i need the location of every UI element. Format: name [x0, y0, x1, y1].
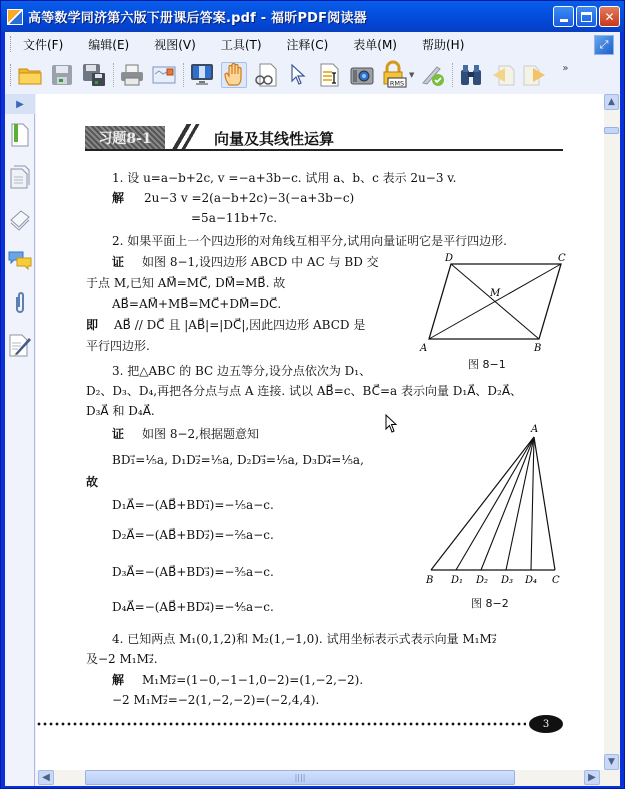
hand-icon	[223, 63, 245, 87]
expand-arrow-icon: ▶	[16, 98, 24, 110]
horizontal-scrollbar[interactable]	[36, 770, 604, 786]
proof-label: 证	[112, 255, 125, 269]
vertex-label-a: A	[531, 424, 539, 435]
save-as-icon	[82, 63, 106, 87]
glasses-document-icon	[254, 63, 278, 87]
select-text-button[interactable]	[317, 62, 343, 88]
menu-edit[interactable]: 编辑(E)	[88, 37, 130, 52]
paperclip-icon	[13, 291, 27, 315]
expand-arrows-icon: ⤢	[599, 38, 609, 51]
segment-ad4	[531, 437, 534, 570]
chevron-up-icon: ▲	[608, 97, 615, 107]
toolbar	[5, 56, 620, 94]
scroll-left-button[interactable]	[38, 770, 54, 785]
segment-ad2	[481, 437, 534, 570]
toolbar-separator	[183, 63, 184, 87]
window-title: 高等数学同济第六版下册课后答案.pdf - 福昕PDF阅读器	[28, 11, 367, 26]
previous-view-icon	[491, 64, 515, 86]
print-button[interactable]	[119, 62, 145, 88]
sign-button[interactable]	[420, 62, 446, 88]
expand-panel-button[interactable]	[5, 94, 35, 114]
vertex-label-a: A	[420, 343, 428, 354]
pages-panel-button[interactable]	[5, 156, 35, 198]
vertical-scrollbar[interactable]	[604, 94, 620, 770]
monitor-icon	[190, 63, 214, 87]
layers-panel-button[interactable]	[5, 198, 35, 240]
exercise-1-solution-line-2: =5a−11b+7c.	[191, 211, 278, 225]
find-button[interactable]	[458, 62, 484, 88]
exercise-4-line-2: 及−2 M₁M₂⃗.	[86, 652, 158, 666]
segment-ab	[431, 437, 534, 570]
minimize-icon	[560, 19, 568, 22]
toolbar-separator	[452, 63, 453, 87]
menu-forms[interactable]: 表单(M)	[353, 37, 397, 52]
page-number-badge: 3	[529, 715, 563, 733]
menu-bar	[5, 32, 620, 56]
point-label-d3: D₃	[501, 575, 514, 586]
diagonal-bd	[451, 264, 539, 339]
printer-icon	[120, 64, 144, 86]
scroll-right-button[interactable]	[584, 770, 600, 785]
open-button[interactable]	[17, 62, 43, 88]
section-header	[85, 124, 563, 151]
therefore-label: 即	[86, 318, 99, 332]
scrollbar-corner	[604, 770, 620, 786]
title-bar[interactable]	[1, 1, 624, 32]
comments-panel-button[interactable]	[5, 240, 35, 282]
figure-8-2-triangle	[421, 419, 571, 586]
app-logo-icon	[7, 9, 23, 25]
save-button[interactable]	[49, 62, 75, 88]
previous-view-button[interactable]	[490, 62, 516, 88]
toolbar-grip[interactable]	[10, 64, 12, 86]
exercise-3-line-3: D₃A⃗ 和 D₄A⃗.	[86, 404, 155, 418]
exercise-2-proof-line-3: AB⃗=AM⃗+MB⃗=MC⃗+DM⃗=DC⃗.	[112, 297, 282, 311]
pages-icon	[10, 165, 30, 189]
signature-document-icon	[9, 333, 31, 357]
exercise-2-proof-line-4: AB⃗ // DC⃗ 且 |AB⃗|=|DC⃗|,因此四边形 ABCD 是	[114, 318, 366, 332]
segment-ad1	[456, 437, 534, 570]
grip-icon: ||||	[294, 773, 306, 782]
point-label-d1: D₁	[451, 575, 464, 586]
signatures-panel-button[interactable]	[5, 324, 35, 366]
exercise-4-solution-line-2: −2 M₁M₂⃗=−2(1,−2,−2)=(−2,4,4).	[112, 693, 320, 707]
next-view-button[interactable]	[522, 62, 548, 88]
section-badge: 习题8-1	[85, 126, 165, 149]
section-title: 向量及其线性运算	[214, 130, 335, 148]
point-label-d2: D₂	[476, 575, 489, 586]
folder-icon	[18, 65, 42, 85]
camera-icon	[350, 65, 374, 85]
full-screen-button[interactable]	[189, 62, 215, 88]
exercise-1: 1. 设 u=a−b+2c, v =−a+3b−c. 试用 a、b、c 表示 2u−3 v.	[112, 171, 457, 185]
layers-icon	[9, 208, 31, 230]
point-label-m: M	[490, 288, 501, 299]
attachments-panel-button[interactable]	[5, 282, 35, 324]
exercise-2: 2. 如果平面上一个四边形的对角线互相平分,试用向量证明它是平行四边形.	[112, 234, 507, 248]
exercise-1-solution-line-1: 2u−3 v =2(a−b+2c)−3(−a+3b−c)	[144, 191, 355, 205]
vertex-label-c: C	[558, 253, 566, 264]
exercise-3-equation-2: D₂A⃗=−(AB⃗+BD₂⃗)=−⅖a−c.	[112, 528, 274, 542]
maximize-icon	[581, 12, 592, 22]
save-as-button[interactable]	[81, 62, 107, 88]
rms-lock-icon	[381, 62, 407, 88]
fullscreen-toggle-button[interactable]	[594, 35, 614, 55]
point-label-d4: D₄	[525, 575, 538, 586]
vertex-label-c: C	[552, 575, 560, 586]
text-viewer-button[interactable]	[253, 62, 279, 88]
hence-label: 故	[86, 475, 99, 489]
toolbar-separator	[113, 63, 114, 87]
menubar-grip[interactable]	[10, 36, 12, 52]
horizontal-scroll-thumb[interactable]	[85, 770, 515, 785]
bookmark-icon	[10, 123, 30, 147]
exercise-3-proof-line-1: 如图 8−2,根据题意知	[142, 427, 259, 441]
vertical-scroll-thumb[interactable]	[604, 127, 619, 134]
document-view[interactable]	[36, 94, 604, 770]
exercise-3-line-2: D₂、D₃、D₄,再把各分点与点 A 连接. 试以 AB⃗=c、BC⃗=a 表示向量 D₁A⃗、D₂A⃗、	[86, 384, 523, 398]
menu-tools[interactable]: 工具(T)	[220, 37, 262, 52]
select-tool-button[interactable]	[285, 62, 311, 88]
svg-text:RMS: RMS	[389, 79, 405, 88]
pdf-page	[36, 94, 604, 770]
figure-8-2-caption: 图 8−2	[471, 597, 509, 610]
exercise-2-proof-line-1: 如图 8−1,设四边形 ABCD 中 AC 与 BD 交	[142, 255, 379, 269]
envelope-icon	[152, 66, 176, 84]
solution-label: 解	[112, 673, 125, 687]
floppy-disk-icon	[51, 64, 73, 86]
toolbar-overflow-button[interactable]: »	[562, 62, 569, 74]
exercise-4-line-1: 4. 已知两点 M₁(0,1,2)和 M₂(1,−1,0). 试用坐标表示式表示向量 M₁M₂⃗	[112, 632, 497, 646]
menu-view[interactable]: 视图(V)	[154, 37, 196, 52]
menu-file[interactable]: 文件(F)	[23, 37, 64, 52]
footer-dotted-rule	[36, 722, 526, 726]
snapshot-button[interactable]	[349, 62, 375, 88]
comments-icon	[8, 250, 32, 272]
scroll-up-button[interactable]	[604, 94, 619, 110]
menu-help[interactable]: 帮助(H)	[421, 37, 465, 52]
chevron-down-icon: ▼	[608, 757, 615, 767]
vertex-label-b: B	[534, 343, 542, 354]
chevron-right-icon: ▶	[588, 772, 596, 783]
rms-dropdown-arrow[interactable]: ▼	[409, 71, 415, 79]
navigation-panel	[5, 94, 35, 786]
minimize-button[interactable]	[553, 6, 574, 27]
close-icon: ✕	[604, 9, 615, 24]
arrow-cursor-icon	[290, 64, 306, 86]
figure-8-1-parallelogram	[416, 244, 571, 359]
proof-label: 证	[112, 427, 125, 441]
exercise-2-proof-line-2: 于点 M,已知 AM⃗=MC⃗, DM⃗=MB⃗. 故	[86, 276, 286, 290]
exercise-3-proof-line-2: BD₁⃗=⅕a, D₁D₂⃗=⅕a, D₂D₃⃗=⅕a, D₃D₄⃗=⅕a,	[112, 453, 364, 467]
exercise-3-equation-4: D₄A⃗=−(AB⃗+BD₄⃗)=−⅘a−c.	[112, 600, 274, 614]
segment-ad3	[506, 437, 534, 570]
figure-8-1-caption: 图 8−1	[468, 358, 506, 371]
exercise-4-solution-line-1: M₁M₂⃗=(1−0,−1−1,0−2)=(1,−2,−2).	[142, 673, 364, 687]
segment-ac	[534, 437, 555, 570]
bookmarks-panel-button[interactable]	[5, 114, 35, 156]
chevron-left-icon: ◀	[42, 772, 50, 783]
scroll-down-button[interactable]	[604, 754, 619, 770]
exercise-3-equation-3: D₃A⃗=−(AB⃗+BD₃⃗)=−⅗a−c.	[112, 565, 274, 579]
exercise-3-line-1: 3. 把△ABC 的 BC 边五等分,设分点依次为 D₁、	[112, 364, 372, 378]
maximize-button[interactable]	[576, 6, 597, 27]
hand-tool-button[interactable]	[221, 62, 247, 88]
rms-security-button[interactable]	[381, 62, 407, 88]
binoculars-icon	[459, 64, 483, 86]
exercise-3-equation-1: D₁A⃗=−(AB⃗+BD₁⃗)=−⅕a−c.	[112, 498, 274, 512]
client-area	[5, 32, 620, 786]
header-decoration	[169, 124, 201, 149]
exercise-2-proof-line-5: 平行四边形.	[86, 339, 150, 353]
menu-comments[interactable]: 注释(C)	[286, 37, 329, 52]
email-button[interactable]	[151, 62, 177, 88]
vertex-label-d: D	[445, 253, 454, 264]
text-select-icon	[319, 63, 341, 87]
pen-check-icon	[421, 63, 445, 87]
next-view-icon	[523, 64, 547, 86]
vertex-label-b: B	[426, 575, 434, 586]
close-button[interactable]	[599, 6, 620, 27]
mouse-cursor-icon	[385, 414, 399, 434]
solution-label: 解	[112, 191, 125, 205]
